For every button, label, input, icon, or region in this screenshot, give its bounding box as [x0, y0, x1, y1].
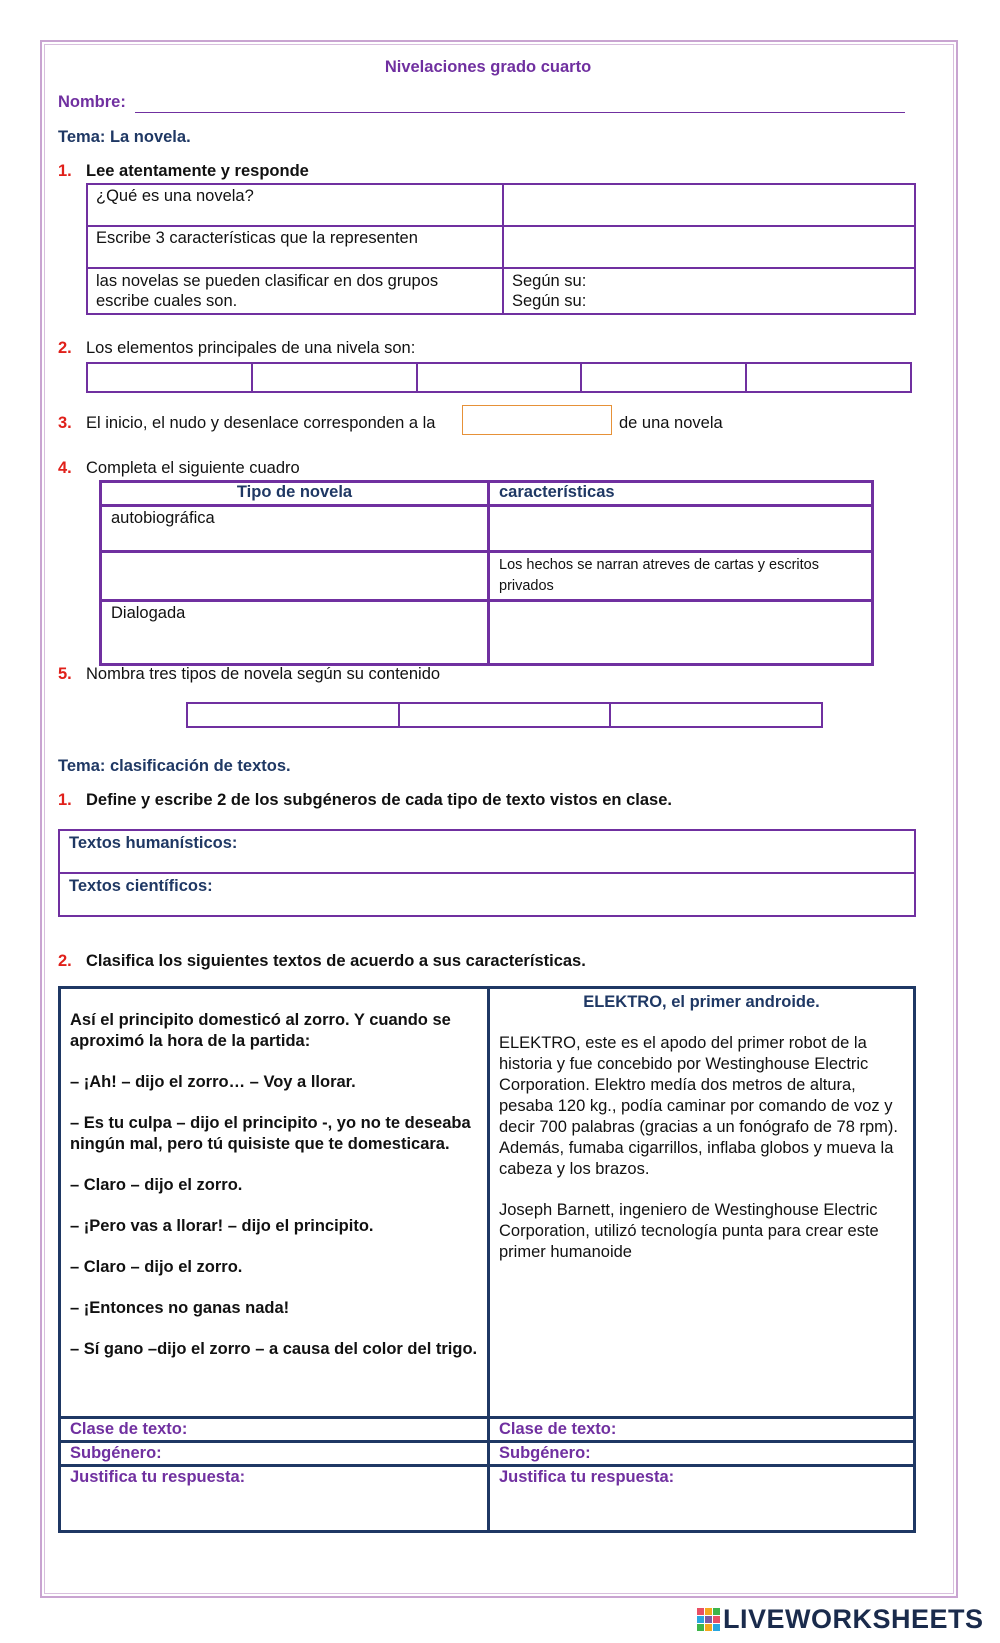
classify-texts-table	[58, 986, 916, 1533]
q5-number: 5.	[58, 665, 72, 683]
elektro-text-cell	[489, 988, 915, 1418]
story-paragraph: – Claro – dijo el zorro.	[70, 1258, 243, 1276]
story-paragraph: – ¡Pero vas a llorar! – dijo el principito.	[70, 1217, 374, 1235]
text-types-table	[58, 829, 916, 917]
answer-cell[interactable]	[503, 226, 915, 268]
caracteristicas-cell: Los hechos se narran atreves de cartas y escritos privados	[489, 552, 873, 601]
s2-q2-text: Clasifica los siguientes textos de acuerdo a sus características.	[86, 952, 586, 970]
answer-cell[interactable]	[417, 363, 582, 392]
answer-cell[interactable]	[87, 363, 252, 392]
answer-cell[interactable]	[746, 363, 911, 392]
story-paragraph: – Claro – dijo el zorro.	[70, 1176, 243, 1194]
article-title: ELEKTRO, el primer androide.	[583, 993, 820, 1011]
q3-text-after: de una novela	[619, 414, 723, 432]
subgenero-cell[interactable]: Subgénero:	[60, 1442, 489, 1466]
col-header-tipo: Tipo de novela	[101, 482, 489, 506]
q2-text: Los elementos principales de una nivela son:	[86, 339, 416, 357]
principito-text-cell	[60, 988, 489, 1418]
clase-texto-cell[interactable]: Clase de texto:	[489, 1418, 915, 1442]
subgenero-cell[interactable]: Subgénero:	[489, 1442, 915, 1466]
answer-cell[interactable]	[187, 703, 399, 727]
q4-number: 4.	[58, 459, 72, 477]
s2-q1-text: Define y escribe 2 de los subgéneros de cada tipo de texto vistos en clase.	[86, 791, 672, 809]
story-paragraph: – Sí gano –dijo el zorro – a causa del color del trigo.	[70, 1340, 478, 1358]
q3-answer-input[interactable]	[462, 405, 612, 435]
question-cell: ¿Qué es una novela?	[87, 184, 503, 226]
answer-cell[interactable]	[581, 363, 746, 392]
worksheet-title: Nivelaciones grado cuarto	[384, 58, 592, 76]
answer-cell[interactable]	[252, 363, 417, 392]
q4-text: Completa el siguiente cuadro	[86, 459, 300, 477]
question-cell: Escribe 3 características que la representen	[87, 226, 503, 268]
caracteristicas-cell[interactable]	[489, 506, 873, 552]
q1-text: Lee atentamente y responde	[86, 162, 309, 180]
tipo-cell: Dialogada	[101, 601, 489, 665]
answer-cell[interactable]	[399, 703, 611, 727]
article-paragraph: Joseph Barnett, ingeniero de Westinghouse Electric Corporation, utilizó tecnología punta para crear este primer humanoide	[499, 1201, 879, 1261]
liveworksheets-logo	[697, 1604, 984, 1635]
story-paragraph: Así el principito domesticó al zorro. Y cuando se aproximó la hora de la partida:	[70, 1011, 451, 1050]
story-paragraph: – ¡Entonces no ganas nada!	[70, 1299, 290, 1317]
logo-text: LIVEWORKSHEETS	[723, 1604, 984, 1634]
tipo-cell[interactable]	[101, 552, 489, 601]
section2-tema: Tema: clasificación de textos.	[58, 757, 291, 775]
humanisticos-cell[interactable]: Textos humanísticos:	[59, 830, 915, 873]
content-types-table	[186, 702, 823, 728]
answer-cell[interactable]	[610, 703, 822, 727]
col-header-caracteristicas: características	[489, 482, 873, 506]
s2-q2-number: 2.	[58, 952, 72, 970]
q1-number: 1.	[58, 162, 72, 180]
answer-cell[interactable]	[503, 184, 915, 226]
novel-types-table	[99, 480, 874, 666]
justifica-cell[interactable]: Justifica tu respuesta:	[60, 1466, 489, 1532]
question-cell: las novelas se pueden clasificar en dos grupos escribe cuales son.	[87, 268, 503, 314]
q3-text-before: El inicio, el nudo y desenlace corresponden a la	[86, 414, 436, 432]
answer-cell[interactable]: Según su: Según su:	[503, 268, 915, 314]
cientificos-cell[interactable]: Textos científicos:	[59, 873, 915, 916]
justifica-cell[interactable]: Justifica tu respuesta:	[489, 1466, 915, 1532]
name-input-line[interactable]	[135, 92, 905, 113]
caracteristicas-cell[interactable]	[489, 601, 873, 665]
q5-text: Nombra tres tipos de novela según su contenido	[86, 665, 441, 683]
s2-q1-number: 1.	[58, 791, 72, 809]
q3-number: 3.	[58, 414, 72, 432]
story-paragraph: – Es tu culpa – dijo el principito -, yo no te deseaba ningún mal, pero tú quisiste que te domesticara.	[70, 1114, 471, 1153]
article-paragraph: ELEKTRO, este es el apodo del primer robot de la historia y fue concebido por Westinghouse Electric Corporation. Elektro medía dos metros de altura, pesaba 120 kg., podía caminar por comando de voz y decir 700 palabras (gracias a un fonógrafo de 78 rpm). Además, fumaba cigarrillos, inflaba globos y mueva la cabeza y los brazos.	[499, 1034, 898, 1178]
tipo-cell: autobiográfica	[101, 506, 489, 552]
q2-number: 2.	[58, 339, 72, 357]
novel-questions-table	[86, 183, 916, 315]
elements-table	[86, 362, 912, 393]
logo-grid-icon	[697, 1608, 720, 1631]
section1-tema: Tema: La novela.	[58, 128, 191, 146]
clase-texto-cell[interactable]: Clase de texto:	[60, 1418, 489, 1442]
story-paragraph: – ¡Ah! – dijo el zorro… – Voy a llorar.	[70, 1073, 356, 1091]
name-label: Nombre:	[58, 93, 126, 111]
